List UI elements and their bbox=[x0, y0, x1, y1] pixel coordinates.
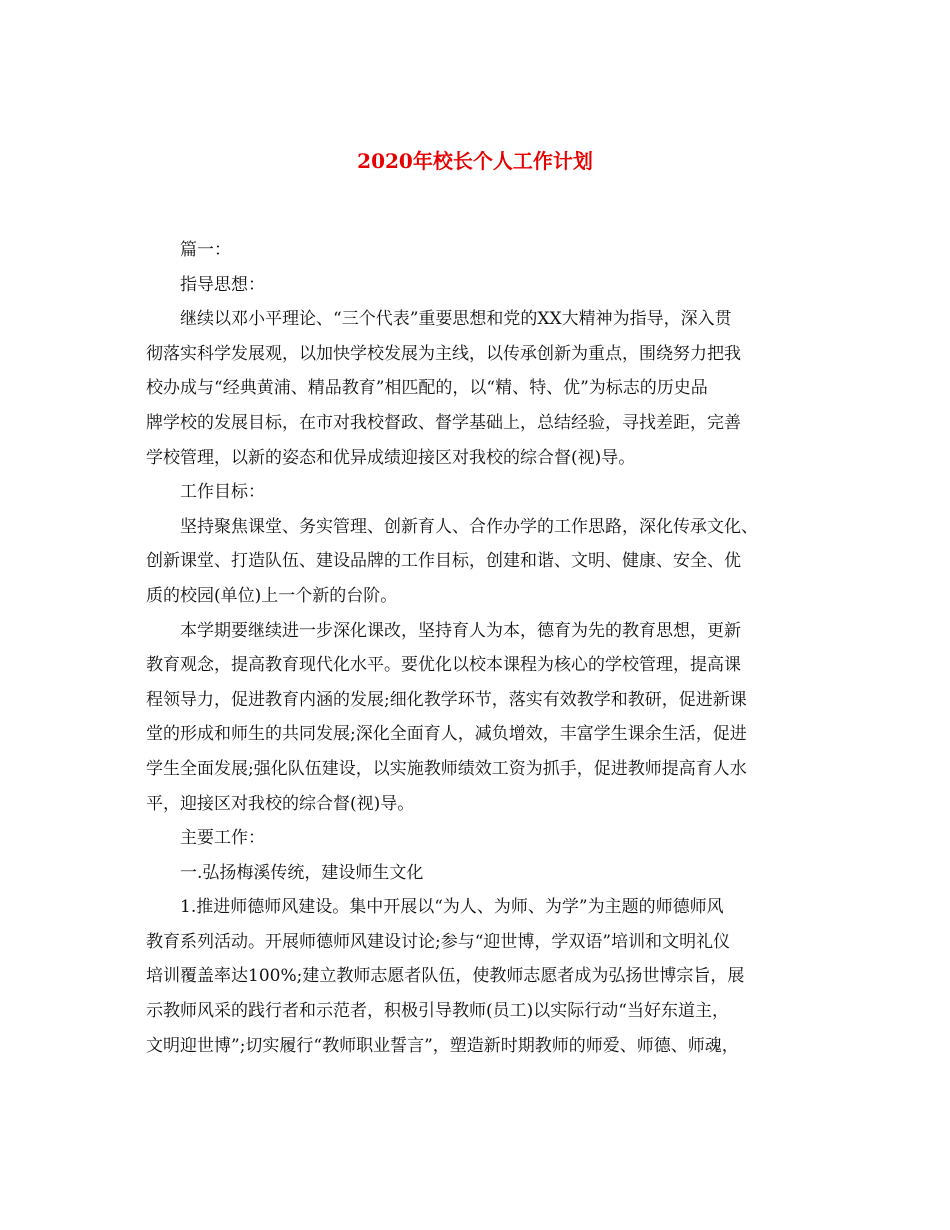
text-line: 1.推进师德师风建设。集中开展以“为人、为师、为学”为主题的师德师风 bbox=[180, 897, 724, 918]
text-line: 堂的形成和师生的共同发展;深化全面育人，减负增效，丰富学生课余生活，促进 bbox=[146, 724, 747, 745]
text-line: 一.弘扬梅溪传统，建设师生文化 bbox=[180, 862, 424, 883]
text-line: 示教师风采的践行者和示范者，积极引导教师(员工)以实际行动“当好东道主， bbox=[146, 1001, 729, 1022]
text-line: 篇一： bbox=[180, 240, 231, 260]
text-line: 彻落实科学发展观，以加快学校发展为主线，以传承创新为重点，围绕努力把我 bbox=[146, 343, 741, 364]
text-line: 牌学校的发展目标，在市对我校督政、督学基础上，总结经验，寻找差距，完善 bbox=[146, 412, 741, 433]
text-line: 学生全面发展;强化队伍建设，以实施教师绩效工资为抓手，促进教师提高育人水 bbox=[146, 758, 747, 779]
text-line: 工作目标： bbox=[180, 482, 265, 503]
text-line: 程领导力，促进教育内涵的发展;细化教学环节，落实有效教学和教研，促进新课 bbox=[146, 689, 747, 710]
text-line: 培训覆盖率达100%;建立教师志愿者队伍，使教师志愿者成为弘扬世博宗旨，展 bbox=[146, 966, 745, 987]
text-line: 文明迎世博”;切实履行“教师职业誓言”，塑造新时期教师的师爱、师德、师魂， bbox=[146, 1035, 739, 1056]
text-line: 校办成与“经典黄浦、精品教育”相匹配的，以“精、特、优”为标志的历史品 bbox=[146, 378, 708, 399]
text-line: 教育系列活动。开展师德师风建设讨论;参与“迎世博，学双语”培训和文明礼仪 bbox=[146, 931, 731, 952]
text-line: 学校管理，以新的姿态和优异成绩迎接区对我校的综合督(视)导。 bbox=[146, 447, 636, 468]
text-line: 继续以邓小平理论、“三个代表”重要思想和党的XX大精神为指导，深入贯 bbox=[180, 309, 732, 330]
text-line: 本学期要继续进一步深化课改，坚持育人为本，德育为先的教育思想，更新 bbox=[180, 620, 741, 641]
text-line: 平，迎接区对我校的综合督(视)导。 bbox=[146, 793, 415, 814]
text-line: 坚持聚焦课堂、务实管理、创新育人、合作办学的工作思路，深化传承文化、 bbox=[180, 516, 758, 537]
text-line: 主要工作： bbox=[180, 828, 265, 849]
document-body bbox=[146, 233, 810, 1063]
text-line: 质的校园(单位)上一个新的台阶。 bbox=[146, 585, 398, 606]
text-line: 指导思想： bbox=[180, 274, 265, 295]
text-line: 教育观念，提高教育现代化水平。要优化以校本课程为核心的学校管理，提高课 bbox=[146, 655, 741, 676]
document-title: 2020年校长个人工作计划 bbox=[357, 149, 593, 173]
text-line: 创新课堂、打造队伍、建设品牌的工作目标，创建和谐、文明、健康、安全、优 bbox=[146, 551, 741, 572]
